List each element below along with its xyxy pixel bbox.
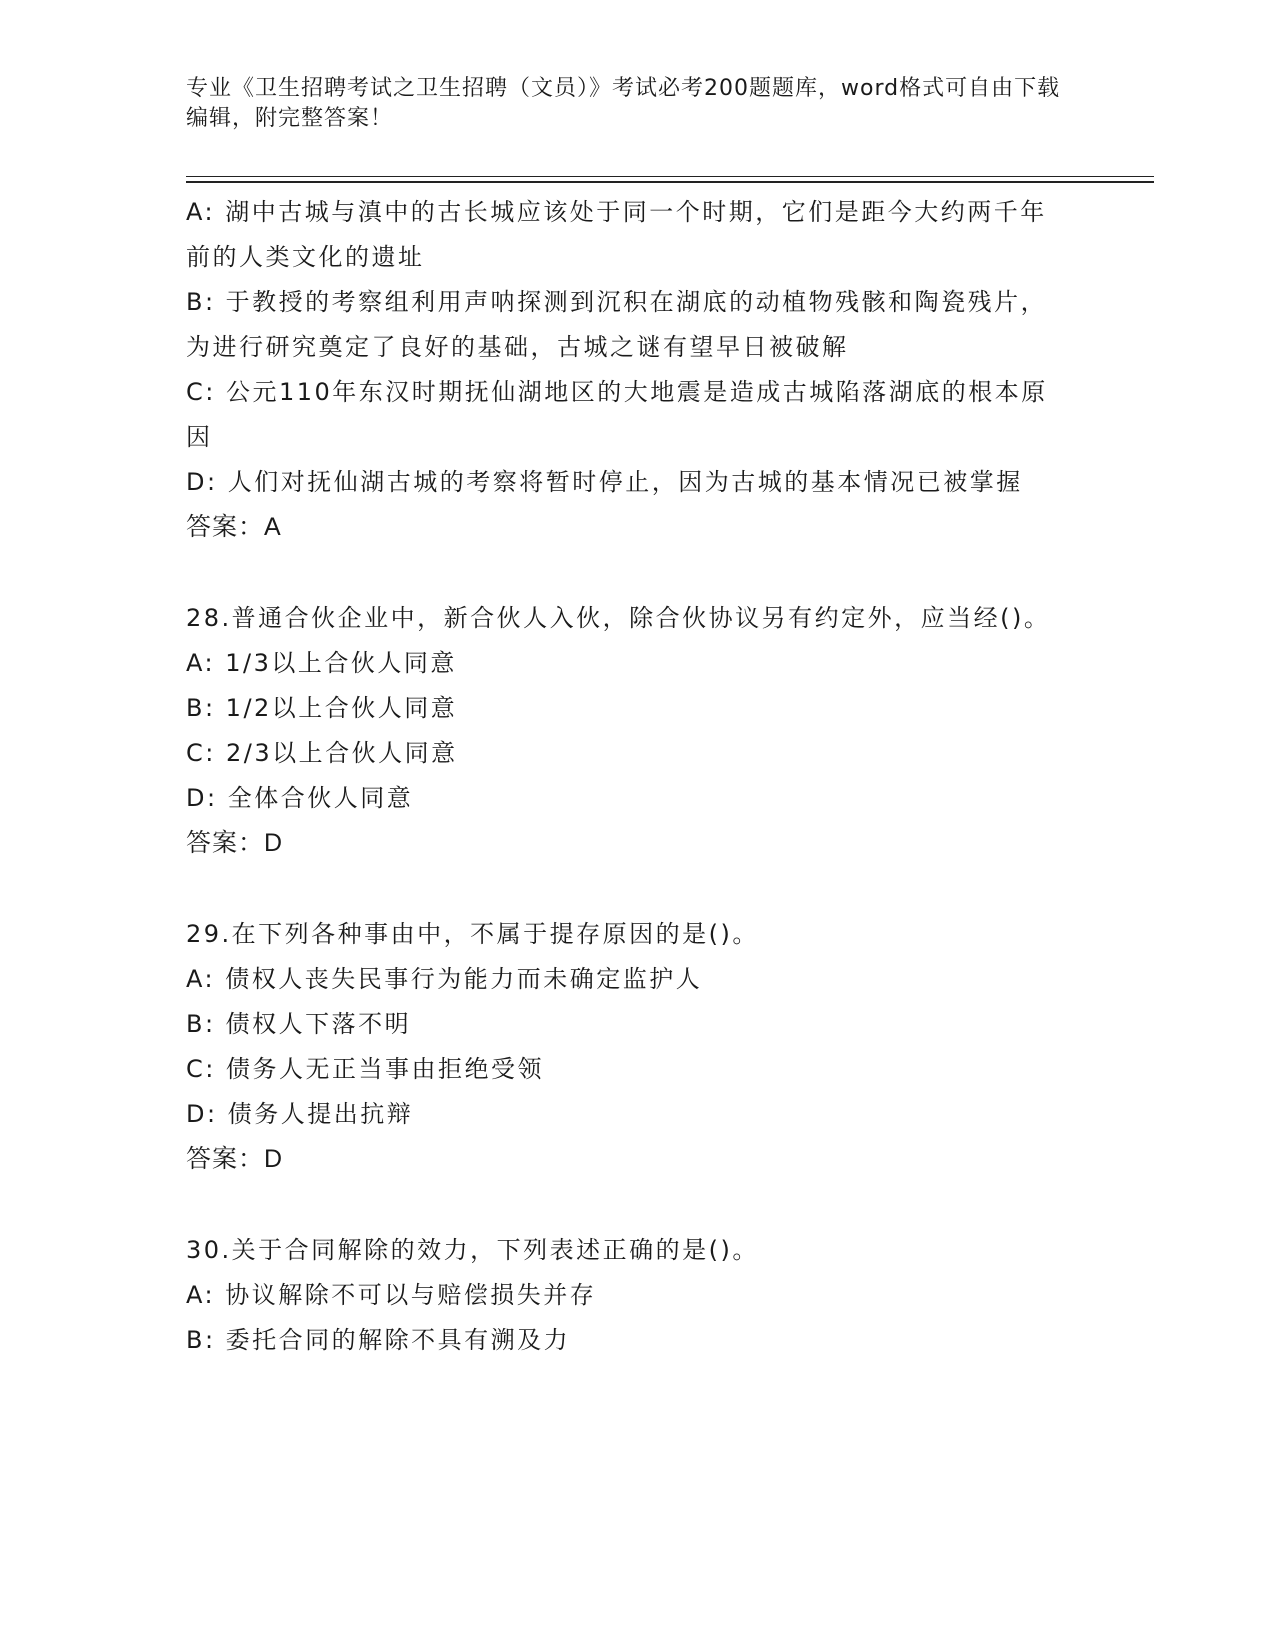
question-text: 30.关于合同解除的效力，下列表述正确的是()。 (186, 1236, 759, 1264)
question-block (186, 596, 1066, 866)
option-c: C: 债务人无正当事由拒绝受领 (186, 1055, 544, 1083)
option-a: A: 湖中古城与滇中的古长城应该处于同一个时期，它们是距今大约两千年前的人类文化的遗址 (186, 198, 1047, 271)
document-body (186, 190, 1066, 1363)
block-spacer (186, 1182, 1066, 1228)
option-b: B: 于教授的考察组利用声呐探测到沉积在湖底的动植物残骸和陶瓷残片，为进行研究奠定了良好的基础，古城之谜有望早日被破解 (186, 288, 1048, 361)
option-d: D: 全体合伙人同意 (186, 784, 414, 812)
header-divider-thick (186, 181, 1154, 183)
answer-line: 答案：A (186, 513, 282, 541)
question-text: 28.普通合伙企业中，新合伙人入伙，除合伙协议另有约定外，应当经()。 (186, 604, 1051, 632)
question-text: 29.在下列各种事由中，不属于提存原因的是()。 (186, 920, 759, 948)
question-block (186, 912, 1066, 1182)
option-b: B: 债权人下落不明 (186, 1010, 412, 1038)
answer-line: 答案：D (186, 829, 284, 857)
option-a: A: 债权人丧失民事行为能力而未确定监护人 (186, 965, 703, 993)
block-spacer (186, 550, 1066, 596)
option-c: C: 2/3以上合伙人同意 (186, 739, 458, 767)
option-a: A: 协议解除不可以与赔偿损失并存 (186, 1281, 597, 1309)
document-header: 专业《卫生招聘考试之卫生招聘（文员）》考试必考200题题库，word格式可自由下载编辑，附完整答案！ (186, 76, 1061, 131)
question-block (186, 190, 1066, 550)
option-b: B: 1/2以上合伙人同意 (186, 694, 458, 722)
question-block (186, 1228, 1066, 1363)
block-spacer (186, 866, 1066, 912)
option-b: B: 委托合同的解除不具有溯及力 (186, 1326, 571, 1354)
option-d: D: 人们对抚仙湖古城的考察将暂时停止，因为古城的基本情况已被掌握 (186, 468, 1023, 496)
option-a: A: 1/3以上合伙人同意 (186, 649, 457, 677)
answer-line: 答案：D (186, 1145, 284, 1173)
header-divider-thin (186, 176, 1154, 177)
option-d: D: 债务人提出抗辩 (186, 1100, 414, 1128)
option-c: C: 公元110年东汉时期抚仙湖地区的大地震是造成古城陷落湖底的根本原因 (186, 378, 1048, 451)
